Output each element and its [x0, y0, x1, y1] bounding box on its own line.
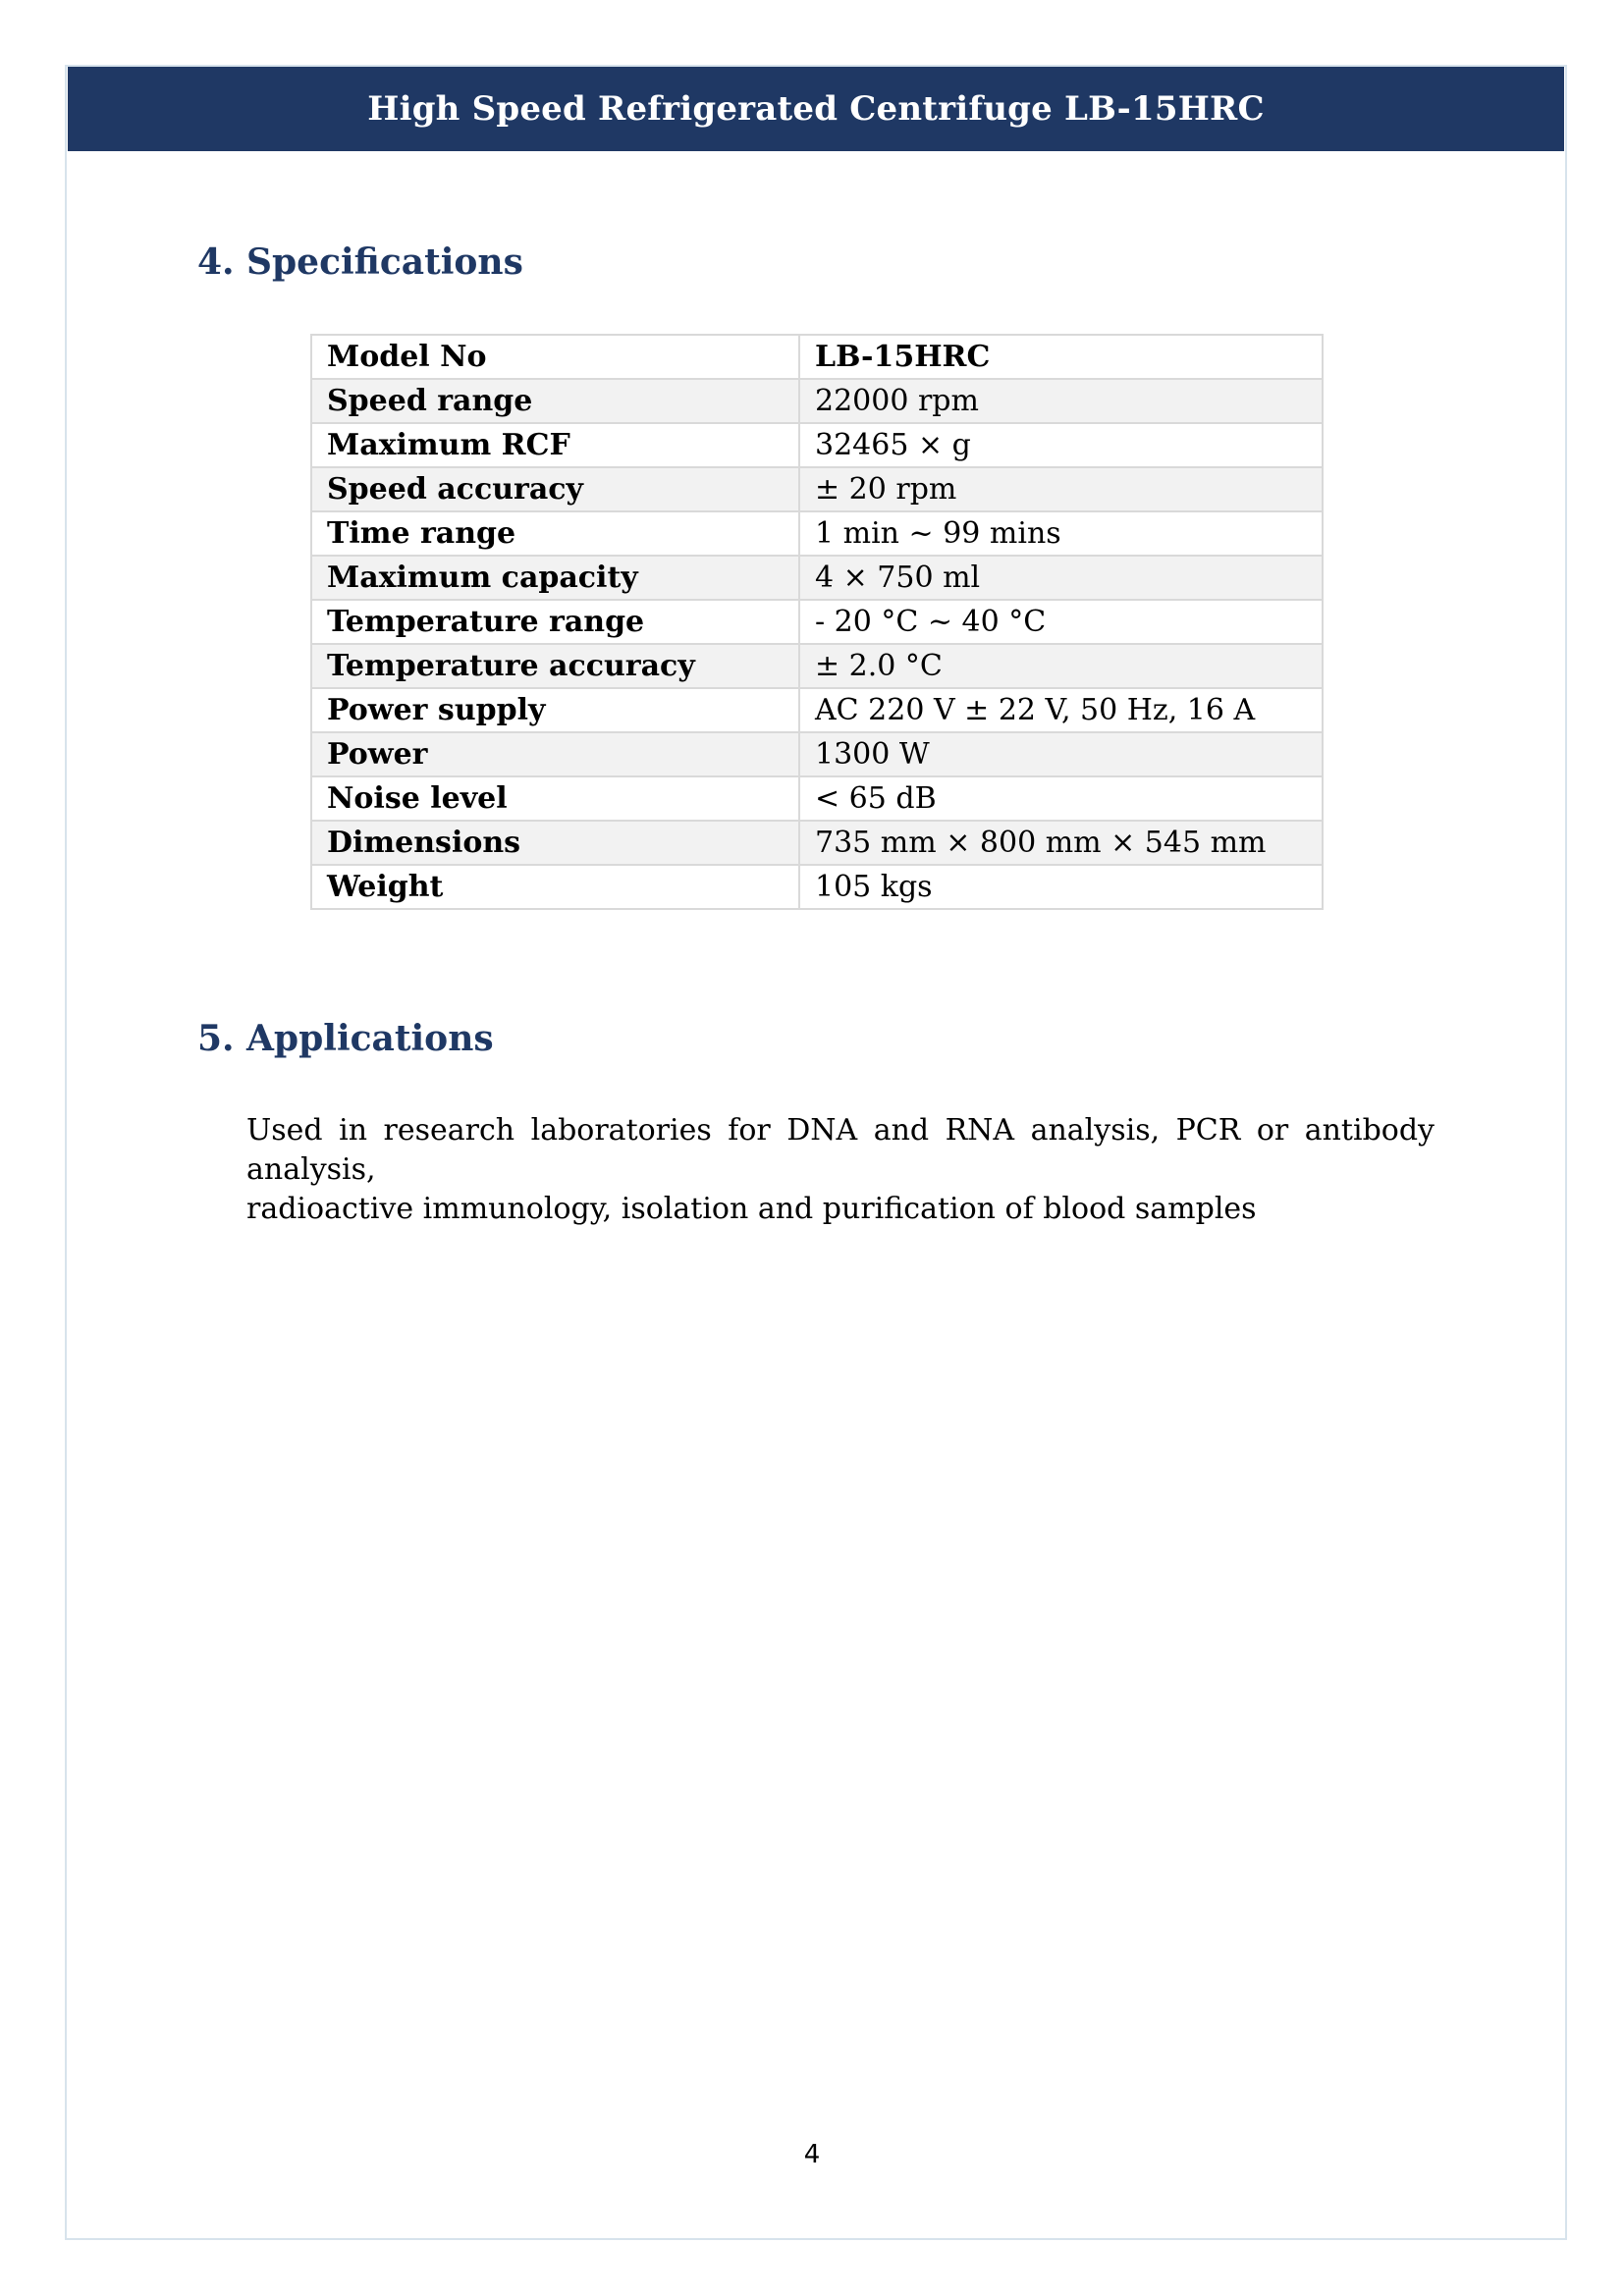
table-row	[311, 556, 1323, 600]
table-row	[311, 688, 1323, 732]
spec-label: Maximum capacity	[311, 556, 799, 600]
paragraph-line: radioactive immunology, isolation and purification of blood samples	[246, 1192, 1257, 1226]
spec-value: 1 min ~ 99 mins	[799, 511, 1323, 556]
spec-label: Weight	[311, 865, 799, 909]
spec-label: Temperature accuracy	[311, 644, 799, 688]
section-title: Applications	[246, 1018, 494, 1059]
spec-label: Speed accuracy	[311, 467, 799, 511]
table-row	[311, 335, 1323, 379]
spec-value: ± 20 rpm	[799, 467, 1323, 511]
table-row	[311, 776, 1323, 821]
spec-label: Maximum RCF	[311, 423, 799, 467]
table-row	[311, 644, 1323, 688]
table-row	[311, 423, 1323, 467]
spec-value: LB-15HRC	[799, 335, 1323, 379]
table-row	[311, 600, 1323, 644]
spec-value: 1300 W	[799, 732, 1323, 776]
specifications-heading	[197, 241, 523, 283]
spec-value: 105 kgs	[799, 865, 1323, 909]
spec-value: ± 2.0 °C	[799, 644, 1323, 688]
spec-value: - 20 °C ~ 40 °C	[799, 600, 1323, 644]
spec-label: Power supply	[311, 688, 799, 732]
spec-label: Temperature range	[311, 600, 799, 644]
page-number: 4	[803, 2140, 821, 2169]
specifications-table	[310, 334, 1324, 910]
applications-paragraph	[246, 1111, 1435, 1229]
spec-value: < 65 dB	[799, 776, 1323, 821]
table-row	[311, 821, 1323, 865]
table-row	[311, 865, 1323, 909]
header-bar	[68, 67, 1564, 151]
spec-value: 735 mm × 800 mm × 545 mm	[799, 821, 1323, 865]
spec-label: Noise level	[311, 776, 799, 821]
table-row	[311, 467, 1323, 511]
document-title: High Speed Refrigerated Centrifuge LB-15HRC	[367, 89, 1265, 129]
table-row	[311, 379, 1323, 423]
section-number: 5.	[197, 1018, 235, 1059]
paragraph-line: Used in research laboratories for DNA and RNA analysis, PCR or antibody analysis,	[246, 1113, 1435, 1187]
table-row	[311, 511, 1323, 556]
spec-label: Dimensions	[311, 821, 799, 865]
spec-value: 22000 rpm	[799, 379, 1323, 423]
spec-label: Speed range	[311, 379, 799, 423]
section-number: 4.	[197, 241, 235, 283]
spec-value: 4 × 750 ml	[799, 556, 1323, 600]
table-row	[311, 732, 1323, 776]
applications-heading	[197, 1018, 494, 1059]
spec-label: Power	[311, 732, 799, 776]
section-title: Specifications	[246, 241, 523, 283]
spec-value: AC 220 V ± 22 V, 50 Hz, 16 A	[799, 688, 1323, 732]
spec-value: 32465 × g	[799, 423, 1323, 467]
spec-label: Time range	[311, 511, 799, 556]
spec-label: Model No	[311, 335, 799, 379]
